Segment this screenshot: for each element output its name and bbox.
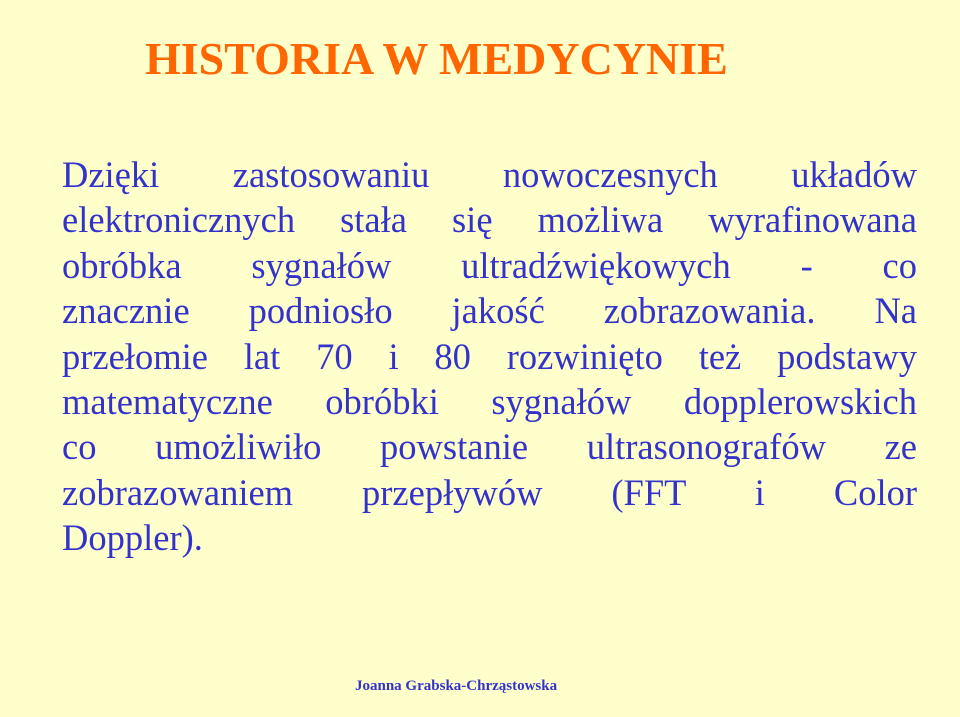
paragraph-line: co umożliwiło powstanie ultrasonografów ze: [62, 426, 917, 468]
paragraph-line: elektronicznych stała się możliwa wyrafinowana: [62, 199, 917, 241]
paragraph-line: Doppler).: [62, 517, 203, 559]
paragraph-line: obróbka sygnałów ultradźwiękowych - co: [62, 244, 917, 286]
paragraph-line: znacznie podniosło jakość zobrazowania. Na: [62, 290, 917, 332]
slide-title: HISTORIA W MEDYCYNIE: [145, 33, 728, 84]
slide-body-paragraph: [62, 152, 917, 561]
paragraph-line: Dzięki zastosowaniu nowoczesnych układów: [62, 154, 917, 195]
paragraph-line: przełomie lat 70 i 80 rozwinięto też podstawy: [62, 335, 917, 377]
footer-author: Joanna Grabska-Chrząstowska: [355, 678, 558, 694]
paragraph-line: zobrazowaniem przepływów (FFT i Color: [62, 471, 917, 513]
paragraph-line: matematyczne obróbki sygnałów dopplerowskich: [62, 380, 917, 422]
